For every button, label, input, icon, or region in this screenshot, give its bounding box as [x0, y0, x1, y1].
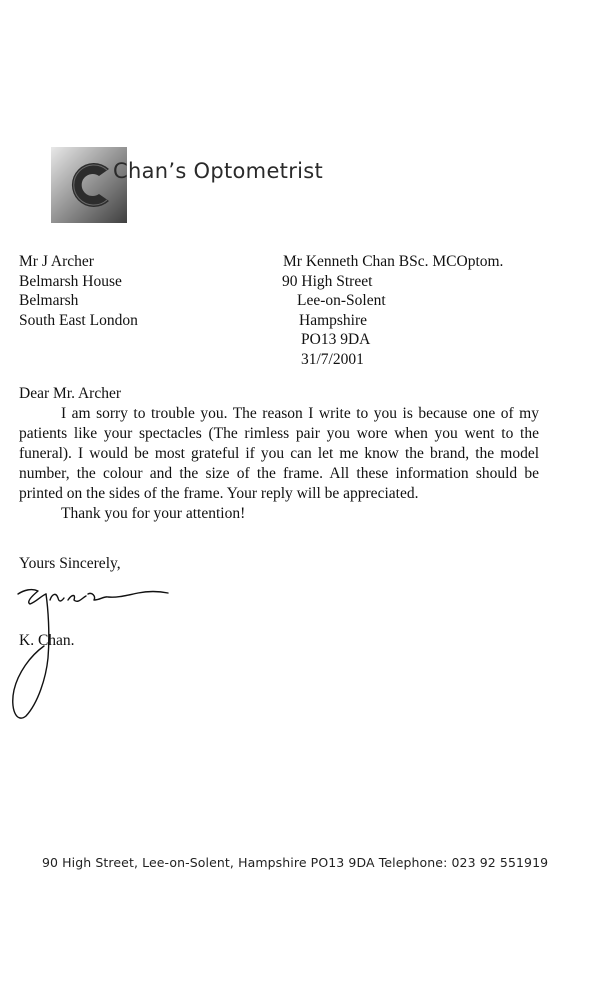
closing: Yours Sincerely, [19, 555, 121, 572]
thanks-line: Thank you for your attention! [61, 505, 246, 522]
signatory-name: K. Chan. [19, 632, 75, 649]
sender-line: Hampshire [299, 311, 368, 329]
salutation: Dear Mr. Archer [19, 385, 121, 402]
letter-date: 31/7/2001 [301, 350, 364, 368]
sender-line: Lee-on-Solent [297, 292, 386, 309]
recipient-line: Belmarsh [19, 292, 79, 309]
sender-address [281, 252, 503, 369]
sender-line: Mr Kenneth Chan BSc. MCOptom. [283, 253, 504, 270]
recipient-line: Mr J Archer [19, 253, 94, 270]
recipient-address [19, 252, 138, 330]
recipient-line: Belmarsh House [19, 272, 122, 290]
letterhead [51, 147, 331, 223]
body-paragraph: I am sorry to trouble you. The reason I write to you is because one of my patients like your spectacles (The rimless pair you wore when you went to the funeral). I would be most grateful if you can let me know the brand, the model number, the colour and the size of the frame. All these information should be printed on the sides of the frame. Your reply will be appreciated. [19, 405, 539, 502]
letter-body [19, 404, 539, 524]
handwritten-signature [8, 578, 178, 723]
footer-contact: 90 High Street, Lee-on-Solent, Hampshire PO13 9DA Telephone: 023 92 551919 [42, 855, 549, 870]
company-name: Chan’s Optometrist [113, 159, 324, 183]
sender-line: PO13 9DA [301, 331, 371, 348]
sender-line: 90 High Street [282, 272, 373, 290]
recipient-line: South East London [19, 311, 138, 329]
